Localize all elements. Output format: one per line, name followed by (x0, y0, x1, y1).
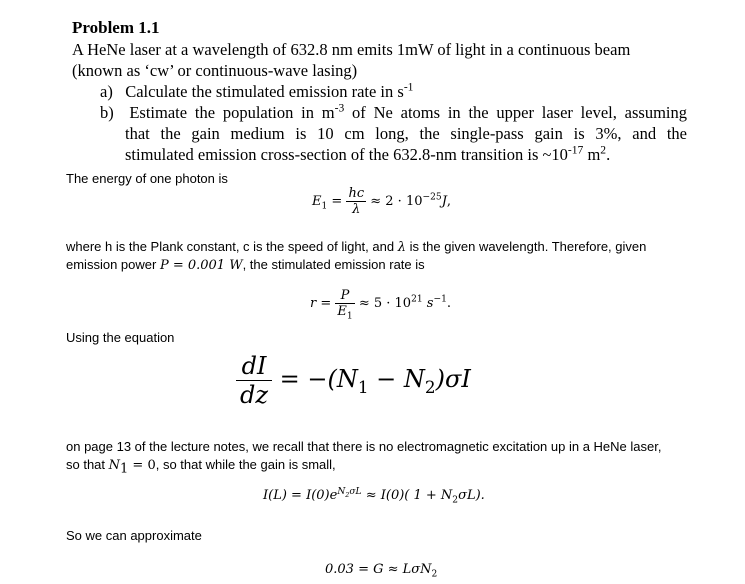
n1-subscript: 1 (120, 461, 129, 477)
item-b-label: b) (100, 103, 114, 122)
rate-denominator (335, 304, 354, 322)
energy-approx: ≈ 2 · 10 (366, 194, 423, 209)
energy-fraction (346, 186, 366, 217)
n1-value: = 0 (128, 458, 156, 473)
gain-eq-part3: σL). (458, 488, 485, 503)
area-unit-exponent: 2 (600, 144, 607, 157)
gain-differential-equation (236, 352, 471, 409)
problem-title: Problem 1.1 (72, 18, 160, 37)
where-line1-post: is the given wavelength. Therefore, given (405, 239, 647, 254)
item-b-line3-post: m (583, 145, 601, 164)
rate-unit: s (422, 296, 434, 311)
rate-end: . (446, 296, 451, 311)
energy-numerator: hc (348, 186, 365, 201)
energy-denominator: λ (352, 202, 361, 217)
gain-exp-subscript: 2 (345, 490, 350, 499)
page13-line2-post: , so that while the gain is small, (155, 457, 336, 472)
cross-section-exponent: -17 (567, 144, 584, 157)
n1-symbol: N (108, 458, 121, 473)
where-line2-pre: emission power (66, 257, 160, 272)
where-line-2 (66, 256, 425, 275)
gain-eq-subscript: 2 (452, 495, 459, 506)
rate-exponent: 21 (411, 294, 423, 305)
rate-unit-exponent: −1 (433, 294, 447, 305)
item-a-label: a) (100, 82, 113, 101)
energy-equals: = (327, 194, 347, 209)
page13-line-1: on page 13 of the lecture notes, we recall that there is no electromagnetic excitation up in a HeNe laser, (66, 439, 662, 454)
final-gain-equation (325, 562, 438, 580)
gain-eq-exponent (337, 487, 361, 497)
item-b-exponent: -3 (334, 102, 345, 115)
big-eq-subscript-1: 1 (357, 376, 369, 397)
problem-intro-line-2: (known as ‘cw’ or continuous-wave lasing) (72, 61, 358, 80)
photon-energy-equation (312, 186, 451, 217)
problem-item-a (100, 81, 413, 102)
page13-line2-pre: so that (66, 457, 109, 472)
using-equation-text: Using the equation (66, 330, 175, 345)
item-b-text-pre: Estimate the population in m (129, 103, 335, 122)
problem-item-b-line-1 (100, 102, 687, 123)
rate-denominator-symbol: E (337, 304, 347, 319)
lambda-symbol: λ (397, 240, 406, 255)
derivative-denominator: dz (240, 381, 269, 409)
power-expression: P = 0.001 W (159, 258, 243, 273)
gain-exp-post: σL (349, 486, 362, 497)
derivative-fraction (236, 352, 272, 409)
item-b-line3-end: . (606, 145, 611, 164)
rate-fraction (335, 288, 354, 322)
item-b-text-post: of Ne atoms in the upper laser level, assuming (344, 103, 688, 122)
rate-denominator-subscript: 1 (346, 311, 353, 322)
big-eq-end: )σI (435, 365, 471, 393)
final-eq-subscript: 2 (431, 569, 438, 580)
gain-eq-part2: ≈ I(0)( 1 + N (361, 488, 453, 503)
derivative-numerator: dI (236, 352, 272, 381)
problem-item-b-line-3 (125, 144, 610, 165)
where-line1-pre: where h is the Plank constant, c is the speed of light, and (66, 239, 398, 254)
rate-numerator: P (335, 288, 354, 304)
approximate-intro-text: So we can approximate (66, 528, 202, 543)
problem-item-b-line-2: that the gain medium is 10 cm long, the single-pass gain is 3%, and the (125, 124, 687, 143)
emission-rate-equation (310, 288, 451, 322)
energy-lhs: E (312, 194, 322, 209)
where-line-1 (66, 238, 646, 257)
gain-exp-pre: N (337, 486, 346, 497)
energy-unit: J (441, 194, 447, 209)
rate-approx: ≈ 5 · 10 (354, 296, 412, 311)
energy-intro-text: The energy of one photon is (66, 171, 228, 186)
page13-line-2 (66, 456, 336, 475)
big-eq-rhs: = −(N (272, 365, 358, 393)
energy-exponent: −25 (422, 192, 442, 203)
small-gain-equation (263, 486, 485, 506)
rate-equals: = (316, 296, 336, 311)
gain-eq-part1: I(L) = I(0)e (263, 488, 338, 503)
item-a-text: Calculate the stimulated emission rate in s (125, 82, 404, 101)
rate-lhs: r (310, 296, 317, 311)
big-eq-mid: − N (368, 365, 425, 393)
energy-end: , (446, 194, 452, 209)
item-a-unit-exponent: -1 (403, 81, 414, 94)
problem-intro-line-1: A HeNe laser at a wavelength of 632.8 nm emits 1mW of light in a continuous beam (72, 40, 631, 59)
item-b-line3-pre: stimulated emission cross-section of the 632.8-nm transition is ~10 (125, 145, 568, 164)
where-line2-post: , the stimulated emission rate is (242, 257, 425, 272)
energy-lhs-subscript: 1 (321, 201, 328, 212)
big-eq-subscript-2: 2 (424, 376, 436, 397)
final-eq-text: 0.03 = G ≈ LσN (325, 562, 432, 577)
